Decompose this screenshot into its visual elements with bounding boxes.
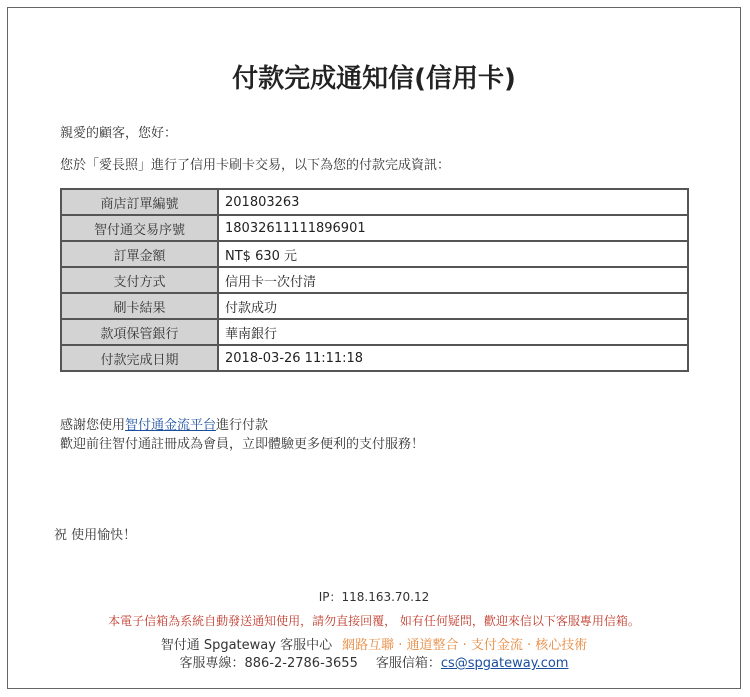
closing-wish: 祝 使用愉快！ bbox=[54, 528, 137, 543]
table-row bbox=[61, 215, 688, 241]
page-title: 付款完成通知信(信用卡) bbox=[232, 64, 516, 94]
ip-address: IP：118.163.70.12 bbox=[318, 590, 430, 604]
greeting-text: 親愛的顧客，您好： bbox=[60, 126, 178, 141]
thanks-text bbox=[60, 416, 424, 454]
row-value: 信用卡一次付清 bbox=[218, 267, 688, 293]
service-hotline: 客服專線：886-2-2786-3655 bbox=[179, 656, 358, 671]
service-tags: 網路互聯 · 通道整合 · 支付金流 · 核心技術 bbox=[342, 638, 588, 653]
row-value: 華南銀行 bbox=[218, 319, 688, 345]
row-label: 訂單金額 bbox=[61, 241, 218, 267]
row-label: 商店訂單編號 bbox=[61, 189, 218, 215]
row-label: 支付方式 bbox=[61, 267, 218, 293]
row-label: 智付通交易序號 bbox=[61, 215, 218, 241]
row-label: 付款完成日期 bbox=[61, 345, 218, 371]
row-value: 付款成功 bbox=[218, 293, 688, 319]
table-row bbox=[61, 189, 688, 215]
row-value: NT$ 630 元 bbox=[218, 241, 688, 267]
service-email-link[interactable]: cs@spgateway.com bbox=[440, 656, 569, 671]
email-label: 客服信箱： bbox=[375, 656, 441, 671]
thanks-prefix: 感謝您使用 bbox=[60, 418, 126, 433]
row-label: 款項保管銀行 bbox=[61, 319, 218, 345]
email-frame bbox=[7, 7, 741, 689]
row-label: 刷卡結果 bbox=[61, 293, 218, 319]
thanks-line-2: 歡迎前往智付通註冊成為會員，立即體驗更多便利的支付服務！ bbox=[60, 437, 425, 452]
table-row bbox=[61, 293, 688, 319]
row-value: 18032611111896901 bbox=[218, 215, 688, 241]
intro-text: 您於「愛長照」進行了信用卡刷卡交易，以下為您的付款完成資訊： bbox=[60, 158, 451, 173]
row-value: 201803263 bbox=[218, 189, 688, 215]
row-value: 2018-03-26 11:11:18 bbox=[218, 345, 688, 371]
service-center-line bbox=[8, 634, 740, 653]
spgateway-platform-link[interactable]: 智付通金流平台 bbox=[125, 418, 217, 433]
thanks-line-1 bbox=[60, 416, 424, 435]
table-row bbox=[61, 345, 688, 371]
payment-info-table bbox=[60, 188, 689, 372]
service-center-name: 智付通 Spgateway 客服中心 bbox=[160, 638, 333, 653]
no-reply-warning: 本電子信箱為系統自動發送通知使用，請勿直接回覆， 如有任何疑問，歡迎來信以下客服專用信箱。 bbox=[108, 614, 640, 628]
table-row bbox=[61, 319, 688, 345]
thanks-suffix: 進行付款 bbox=[216, 418, 269, 433]
table-row bbox=[61, 267, 688, 293]
contact-line bbox=[8, 652, 740, 671]
table-row bbox=[61, 241, 688, 267]
